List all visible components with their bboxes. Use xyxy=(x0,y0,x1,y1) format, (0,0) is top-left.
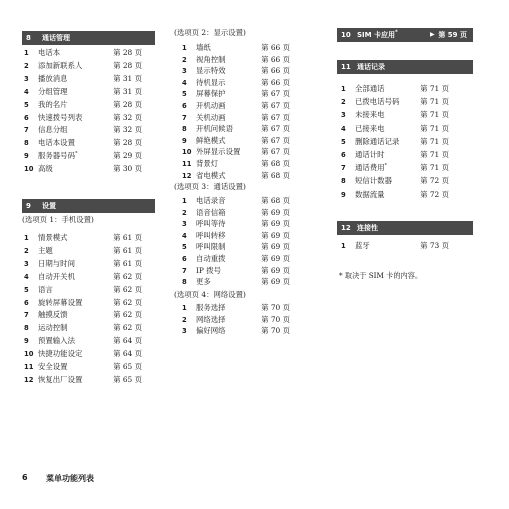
page-reference: 第 30 页 xyxy=(113,164,142,174)
item-number: 6 xyxy=(341,151,346,159)
menu-list-item xyxy=(182,265,290,277)
menu-list-item xyxy=(182,42,290,54)
page-reference: 第 69 页 xyxy=(261,219,290,229)
item-label: 添加新联系人 xyxy=(38,60,83,70)
menu-list-item xyxy=(24,258,142,270)
item-number: 2 xyxy=(24,246,29,255)
page-reference: 第 62 页 xyxy=(113,297,142,307)
menu-list-item xyxy=(24,99,142,111)
menu-list-item xyxy=(341,123,449,135)
item-label: 开机问候语 xyxy=(196,124,233,134)
item-label: 电话本设置 xyxy=(38,138,75,148)
item-number: 11 xyxy=(182,160,192,168)
item-label: IP 拨号 xyxy=(196,265,222,275)
page-reference: 第 67 页 xyxy=(261,101,290,110)
menu-list-item xyxy=(182,241,290,253)
section-header-call-log xyxy=(337,60,473,74)
item-label: 呼叫限制 xyxy=(196,242,226,252)
item-number: 5 xyxy=(24,285,29,294)
item-label: 恢复出厂设置 xyxy=(38,374,83,384)
arrow-right-icon: ▶ xyxy=(430,31,435,38)
page-reference: 第 70 页 xyxy=(261,326,290,336)
page-reference: 第 65 页 xyxy=(113,374,142,384)
page-reference: 第 62 页 xyxy=(113,284,142,294)
menu-list-item xyxy=(182,88,290,100)
menu-list-item xyxy=(182,158,290,170)
page-reference: 第 61 页 xyxy=(113,245,142,255)
item-label: 删除通话记录 xyxy=(355,136,400,146)
menu-list-item xyxy=(24,86,142,98)
menu-list-item xyxy=(341,136,449,148)
item-number: 7 xyxy=(24,311,29,320)
menu-list-item xyxy=(182,54,290,66)
item-label: 已接来电 xyxy=(355,123,385,133)
item-label: 运动控制 xyxy=(38,323,68,333)
item-label: 语音信箱 xyxy=(196,207,226,217)
item-number: 4 xyxy=(24,272,29,281)
section-title: 通话管理 xyxy=(42,34,70,42)
item-number: 1 xyxy=(24,234,29,242)
menu-list-item xyxy=(24,47,142,59)
menu-list-item xyxy=(24,124,142,136)
page-reference: 第 72 页 xyxy=(420,189,449,199)
item-number: 8 xyxy=(24,139,29,148)
menu-list-item xyxy=(341,83,449,95)
item-number: 6 xyxy=(182,255,187,263)
page-reference: 第 71 页 xyxy=(420,84,449,93)
menu-list-item xyxy=(182,77,290,89)
item-label: 偏好网络 xyxy=(196,326,226,336)
page-reference: 第 69 页 xyxy=(261,265,290,275)
item-number: 8 xyxy=(182,125,187,134)
page-reference: 第 71 页 xyxy=(420,110,449,120)
item-label: 视角控制 xyxy=(196,54,226,64)
section-number: 8 xyxy=(26,34,31,42)
item-label: 我的名片 xyxy=(38,99,68,109)
page-reference: 第 32 页 xyxy=(113,112,142,122)
item-number: 2 xyxy=(182,55,187,64)
item-label: 服务选择 xyxy=(196,303,226,312)
page-number: 6 xyxy=(22,473,28,482)
page-reference: 第 62 页 xyxy=(113,323,142,333)
page-reference: 第 62 页 xyxy=(113,310,142,320)
item-number: 12 xyxy=(182,171,192,180)
item-number: 1 xyxy=(341,85,346,93)
item-number: 7 xyxy=(24,126,29,135)
item-label: 未接来电 xyxy=(355,110,385,120)
item-label: 自动重拨 xyxy=(196,254,226,263)
subsection-label: (选项页 1：手机设置) xyxy=(22,215,94,224)
item-number: 3 xyxy=(182,327,187,336)
menu-list-item xyxy=(24,137,142,149)
item-number: 7 xyxy=(182,266,187,275)
item-label: 呼叫转移 xyxy=(196,230,226,240)
page-reference: 第 69 页 xyxy=(261,277,290,287)
item-label: 全部通话 xyxy=(355,84,385,93)
item-number: 8 xyxy=(182,278,187,287)
page-reference: 第 66 页 xyxy=(261,77,290,87)
item-label: 省电模式 xyxy=(196,170,226,180)
page-reference: 第 31 页 xyxy=(113,73,142,83)
section-header-connectivity xyxy=(337,221,473,235)
item-label: 显示特效 xyxy=(196,66,226,76)
menu-list-item xyxy=(24,322,142,334)
menu-list-item xyxy=(182,253,290,265)
item-label: 情景模式 xyxy=(38,233,68,242)
menu-list-item xyxy=(24,232,142,244)
item-number: 5 xyxy=(341,137,346,146)
item-number: 10 xyxy=(182,148,192,157)
menu-list-item xyxy=(182,123,290,135)
item-label: 信息分组 xyxy=(38,125,68,135)
section-title: 通话记录 xyxy=(357,63,385,71)
page-reference: 第 31 页 xyxy=(113,86,142,96)
item-number: 1 xyxy=(182,44,187,52)
menu-list-item xyxy=(182,195,290,207)
item-number: 9 xyxy=(24,152,29,161)
section-title: SIM 卡应用 xyxy=(357,31,396,39)
page-reference: 第 28 页 xyxy=(113,60,142,70)
menu-list-item xyxy=(182,135,290,147)
item-label: 播放消息 xyxy=(38,73,68,83)
item-number: 9 xyxy=(24,337,29,346)
item-label: 高级 xyxy=(38,164,53,174)
page-reference: 第 61 页 xyxy=(113,258,142,268)
page-reference: 第 64 页 xyxy=(113,349,142,359)
item-number: 10 xyxy=(24,165,34,174)
item-label: 通话计时 xyxy=(355,150,385,159)
page-reference: 第 67 页 xyxy=(261,147,290,157)
page-reference: 第 73 页 xyxy=(420,241,449,250)
item-number: 3 xyxy=(24,259,29,268)
item-number: 3 xyxy=(24,74,29,83)
item-label: 数据流量 xyxy=(355,189,385,199)
item-label: 分组管理 xyxy=(38,86,68,96)
item-label: 预置输入法 xyxy=(38,336,75,346)
page-reference: 第 66 页 xyxy=(261,66,290,76)
menu-list-item xyxy=(182,112,290,124)
item-label: 背景灯 xyxy=(196,159,219,168)
item-number: 1 xyxy=(182,304,187,312)
item-number: 4 xyxy=(182,231,187,240)
page-reference: 第 66 页 xyxy=(261,54,290,64)
item-number: 2 xyxy=(24,61,29,70)
page-reference: 第 67 页 xyxy=(261,89,290,99)
item-label: 开机动画 xyxy=(196,101,226,110)
footnote: * 取决于 SIM 卡的内容。 xyxy=(339,271,423,280)
item-label: 通话费用* xyxy=(355,162,388,173)
footnote-marker: * xyxy=(384,162,388,169)
item-number: 5 xyxy=(24,100,29,109)
page-reference: 第 68 页 xyxy=(261,196,290,205)
menu-list-item xyxy=(341,149,449,161)
menu-list-item xyxy=(341,162,449,174)
section-title: 连接性 xyxy=(357,224,378,232)
item-label: 安全设置 xyxy=(38,362,68,371)
page-reference: 第 67 页 xyxy=(261,124,290,134)
menu-list-item xyxy=(24,348,142,360)
menu-list-item xyxy=(182,276,290,288)
menu-list-item xyxy=(182,146,290,158)
menu-list-item xyxy=(341,240,449,252)
item-label: 主题 xyxy=(38,245,53,255)
section-number: 10 xyxy=(341,31,351,39)
item-label: 呼叫等待 xyxy=(196,219,226,229)
subsection-label: (选项页 3：通话设置) xyxy=(174,182,246,191)
menu-list-item xyxy=(24,73,142,85)
item-number: 2 xyxy=(182,208,187,217)
footnote-marker: * xyxy=(395,29,398,36)
item-number: 8 xyxy=(24,324,29,333)
page-reference: 第 28 页 xyxy=(113,99,142,109)
item-label: 旋转屏幕设置 xyxy=(38,297,83,307)
menu-list-item xyxy=(24,60,142,72)
item-number: 5 xyxy=(182,243,187,252)
footnote-marker: * xyxy=(74,150,78,157)
section-title-wrap xyxy=(357,28,398,42)
item-number: 4 xyxy=(24,87,29,96)
menu-list-item xyxy=(24,150,142,162)
page-reference: 第 69 页 xyxy=(261,207,290,217)
page-reference: 第 70 页 xyxy=(261,314,290,324)
item-label: 快捷功能设定 xyxy=(38,349,83,359)
item-label: 外屏显示设置 xyxy=(196,147,241,157)
page-footer-title: 菜单功能列表 xyxy=(46,474,94,483)
item-label: 自动开关机 xyxy=(38,271,75,281)
menu-list-item xyxy=(182,230,290,242)
page-reference: 第 71 页 xyxy=(420,163,449,173)
item-number: 7 xyxy=(182,113,187,122)
section-number: 12 xyxy=(341,224,351,232)
page-reference: 第 66 页 xyxy=(261,43,290,52)
menu-list-item xyxy=(182,170,290,182)
item-label: 更多 xyxy=(196,277,211,287)
item-label: 电话录音 xyxy=(196,196,226,205)
item-number: 5 xyxy=(182,90,187,99)
page-reference: 第 67 页 xyxy=(261,112,290,122)
section-header-settings xyxy=(22,199,155,213)
page-reference: 第 72 页 xyxy=(420,176,449,186)
menu-list-item xyxy=(182,100,290,112)
menu-list-item xyxy=(182,302,290,314)
menu-list-item xyxy=(24,361,142,373)
section-title: 设置 xyxy=(42,202,56,210)
page-reference: 第 69 页 xyxy=(261,230,290,240)
page-reference: 第 29 页 xyxy=(113,151,142,161)
item-number: 1 xyxy=(182,197,187,205)
item-label: 触摸反馈 xyxy=(38,310,68,320)
menu-list-item xyxy=(341,175,449,187)
page-reference: 第 64 页 xyxy=(113,336,142,346)
item-label: 墙纸 xyxy=(196,43,211,52)
item-number: 10 xyxy=(24,350,34,359)
menu-list-item xyxy=(24,284,142,296)
menu-list-item xyxy=(341,109,449,121)
item-label: 网络选择 xyxy=(196,314,226,324)
subsection-label: (选项页 2：显示设置) xyxy=(174,28,246,37)
menu-list-item xyxy=(24,335,142,347)
menu-list-item xyxy=(182,207,290,219)
item-number: 9 xyxy=(182,136,187,145)
item-number: 8 xyxy=(341,177,346,186)
item-number: 9 xyxy=(341,190,346,199)
item-number: 2 xyxy=(182,315,187,324)
page-reference: 第 32 页 xyxy=(113,125,142,135)
menu-list-item xyxy=(24,271,142,283)
item-label: 蓝牙 xyxy=(355,241,370,250)
menu-list-item xyxy=(24,297,142,309)
item-number: 6 xyxy=(24,298,29,307)
section-header-sim-apps xyxy=(337,28,473,42)
page-reference: 第 67 页 xyxy=(261,135,290,145)
item-number: 4 xyxy=(182,78,187,87)
page-reference: 第 71 页 xyxy=(420,136,449,146)
item-number: 6 xyxy=(182,102,187,110)
item-number: 11 xyxy=(24,363,34,371)
item-label: 快速拨号列表 xyxy=(38,112,83,122)
page-reference: 第 69 页 xyxy=(261,242,290,252)
page-reference: 第 62 页 xyxy=(113,271,142,281)
menu-list-item xyxy=(24,309,142,321)
item-label: 服务器号码* xyxy=(38,150,78,161)
page-reference: 第 71 页 xyxy=(420,123,449,133)
menu-list-item xyxy=(24,112,142,124)
page-reference: 第 68 页 xyxy=(261,159,290,168)
item-label: 屏幕保护 xyxy=(196,89,226,99)
page-reference: 第 70 页 xyxy=(261,303,290,312)
item-number: 3 xyxy=(182,67,187,76)
menu-list-item xyxy=(24,374,142,386)
item-label: 待机显示 xyxy=(196,77,226,87)
menu-list-item xyxy=(341,96,449,108)
item-label: 语言 xyxy=(38,284,53,294)
page-reference: 第 65 页 xyxy=(113,362,142,371)
item-number: 1 xyxy=(341,242,346,250)
item-label: 鲜艳模式 xyxy=(196,135,226,145)
page-reference: 第 28 页 xyxy=(113,48,142,57)
subsection-label: (选项页 4：网络设置) xyxy=(174,290,246,299)
section-header-call-management xyxy=(22,31,155,45)
item-label: 已拨电话号码 xyxy=(355,97,400,107)
menu-list-item xyxy=(341,189,449,201)
item-label: 日期与时间 xyxy=(38,258,75,268)
item-label: 短信计数器 xyxy=(355,176,392,186)
item-label: 关机动画 xyxy=(196,112,226,122)
menu-list-item xyxy=(182,325,290,337)
page-reference: 第 61 页 xyxy=(113,233,142,242)
item-number: 6 xyxy=(24,113,29,122)
page-reference: 第 71 页 xyxy=(420,97,449,107)
page-reference: 第 69 页 xyxy=(261,254,290,263)
section-page-ref: 第 59 页 xyxy=(438,31,467,39)
item-number: 1 xyxy=(24,49,29,57)
menu-list-item xyxy=(24,163,142,175)
item-number: 3 xyxy=(341,111,346,120)
item-number: 4 xyxy=(341,124,346,133)
menu-list-item xyxy=(182,218,290,230)
page-reference: 第 28 页 xyxy=(113,138,142,148)
menu-list-item xyxy=(24,245,142,257)
menu-list-item xyxy=(182,65,290,77)
item-label: 电话本 xyxy=(38,48,61,57)
section-number: 9 xyxy=(26,202,31,210)
section-number: 11 xyxy=(341,63,351,71)
item-number: 7 xyxy=(341,164,346,173)
item-number: 2 xyxy=(341,98,346,107)
page-reference: 第 68 页 xyxy=(261,170,290,180)
item-number: 3 xyxy=(182,220,187,229)
page-reference: 第 71 页 xyxy=(420,150,449,159)
menu-list-item xyxy=(182,314,290,326)
item-number: 12 xyxy=(24,375,34,384)
